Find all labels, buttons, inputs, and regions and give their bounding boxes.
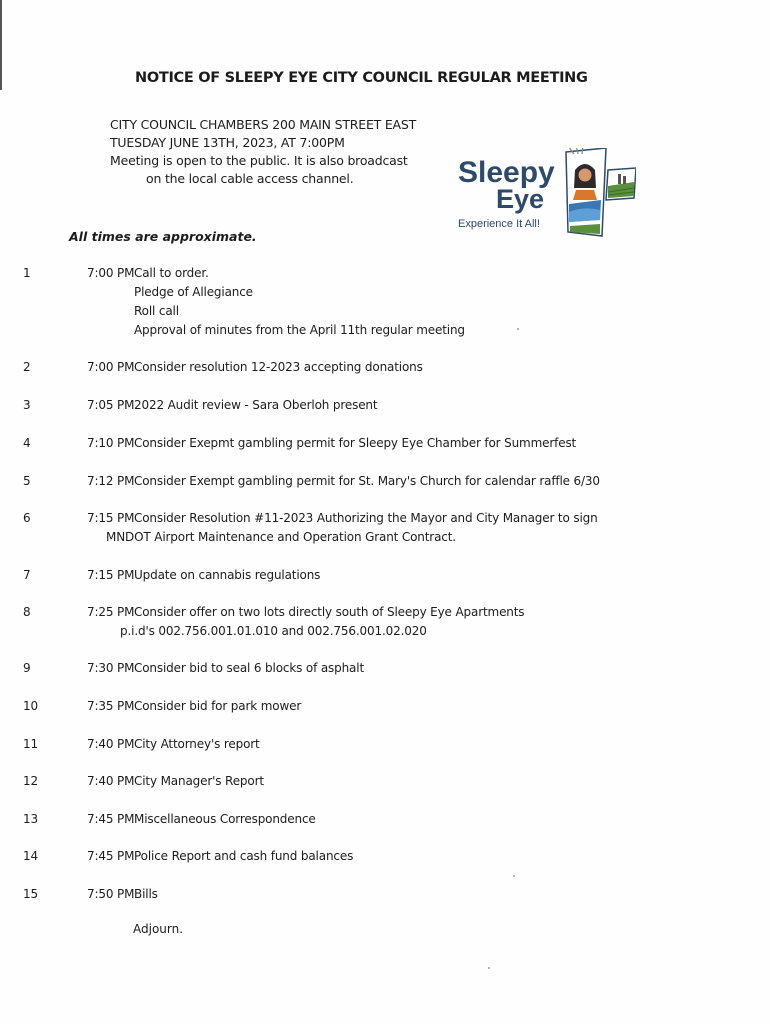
agenda-item-time: 7:50 PM [87,887,135,901]
agenda-item-number: 9 [23,661,31,675]
agenda-item-description [134,885,158,904]
agenda-item-time: 7:30 PM [87,661,135,675]
agenda-item-time: 7:45 PM [87,849,135,863]
agenda-item-time: 7:10 PM [87,436,135,450]
agenda-item-text: City Attorney's report [134,737,260,751]
scan-speck [517,328,519,330]
agenda-item-time: 7:45 PM [87,812,135,826]
agenda-item-number: 15 [23,887,38,901]
agenda-item-subline: MNDOT Airport Maintenance and Operation Grant Contract. [106,530,456,544]
agenda-item-description [134,566,320,585]
agenda-item-number: 5 [23,474,31,488]
agenda-item-number: 8 [23,605,31,619]
agenda-item-subline: Approval of minutes from the April 11th regular meeting [134,323,465,337]
agenda-item-text: Call to order. [134,266,209,280]
agenda-item-description [134,659,364,678]
agenda-item-description [134,847,353,866]
agenda-item-number: 3 [23,398,31,412]
agenda-item-time: 7:00 PM [87,360,135,374]
agenda-item-text: Consider resolution 12-2023 accepting donations [134,360,423,374]
agenda-item-time: 7:40 PM [87,774,135,788]
sleepy-eye-logo [456,148,636,240]
agenda-item-description [134,810,316,829]
agenda-item-time: 7:12 PM [87,474,135,488]
agenda-item-text: Consider bid to seal 6 blocks of asphalt [134,661,364,675]
agenda-item-description [134,697,301,716]
agenda-item-subline: Pledge of Allegiance [134,285,253,299]
broadcast-line: on the local cable access channel. [146,171,354,186]
agenda-item-time: 7:00 PM [87,266,135,280]
agenda-item-text: Consider Exepmt gambling permit for Sleepy Eye Chamber for Summerfest [134,436,577,450]
agenda-item-text: Update on cannabis regulations [134,568,321,582]
agenda-item-time: 7:25 PM [87,605,135,619]
agenda-item-description [134,772,264,791]
agenda-item-description [134,358,423,377]
logo-text-sleepy: Sleepy [458,156,555,189]
agenda-item-number: 10 [23,699,38,713]
agenda-item-number: 12 [23,774,38,788]
agenda-item-subline: p.i.d's 002.756.001.01.010 and 002.756.001.02.020 [120,624,427,638]
public-line: Meeting is open to the public. It is also broadcast [110,153,408,168]
agenda-item-number: 2 [23,360,31,374]
agenda-item-text: Miscellaneous Correspondence [134,812,316,826]
agenda-item-number: 6 [23,511,31,525]
scan-edge-line [0,0,2,90]
agenda-item-description [134,434,576,453]
agenda-item-number: 4 [23,436,31,450]
times-note: All times are approximate. [69,229,257,244]
agenda-item-text: Police Report and cash fund balances [134,849,354,863]
agenda-item-number: 7 [23,568,31,582]
agenda-item-text: Consider Exempt gambling permit for St. Mary's Church for calendar raffle 6/30 [134,474,600,488]
agenda-item-text: Consider offer on two lots directly south of Sleepy Eye Apartments [134,605,525,619]
date-line: TUESDAY JUNE 13TH, 2023, AT 7:00PM [110,135,345,150]
logo-tagline: Experience It All! [458,218,540,230]
agenda-item-description [134,472,600,491]
notice-title: NOTICE OF SLEEPY EYE CITY COUNCIL REGULAR MEETING [135,70,588,86]
agenda-item-description [134,264,465,340]
agenda-item-number: 1 [23,266,31,280]
agenda-item-number: 13 [23,812,38,826]
agenda-item-subline: Roll call [134,304,179,318]
agenda-item-description [134,396,377,415]
agenda-item-text: Consider Resolution #11-2023 Authorizing the Mayor and City Manager to sign [134,511,598,525]
agenda-item-text: Bills [134,887,158,901]
location-line: CITY COUNCIL CHAMBERS 200 MAIN STREET EAST [110,117,417,132]
scan-speck [488,967,490,969]
agenda-item-number: 11 [23,737,38,751]
agenda-item-time: 7:15 PM [87,568,135,582]
agenda-item-description [120,603,525,641]
agenda-item-time: 7:40 PM [87,737,135,751]
agenda-item-time: 7:15 PM [87,511,135,525]
logo-farm-panel [606,168,636,200]
agenda-item-time: 7:35 PM [87,699,135,713]
agenda-item-number: 14 [23,849,38,863]
logo-text-eye: Eye [496,184,545,214]
agenda-item-text: Consider bid for park mower [134,699,302,713]
agenda-item-text: City Manager's Report [134,774,264,788]
adjourn-text: Adjourn. [133,922,184,936]
logo-emblem [566,148,606,236]
scan-speck [513,875,515,877]
agenda-item-description [134,735,260,754]
agenda-item-text: 2022 Audit review - Sara Oberloh present [134,398,378,412]
meeting-header [110,116,416,188]
agenda-item-time: 7:05 PM [87,398,135,412]
